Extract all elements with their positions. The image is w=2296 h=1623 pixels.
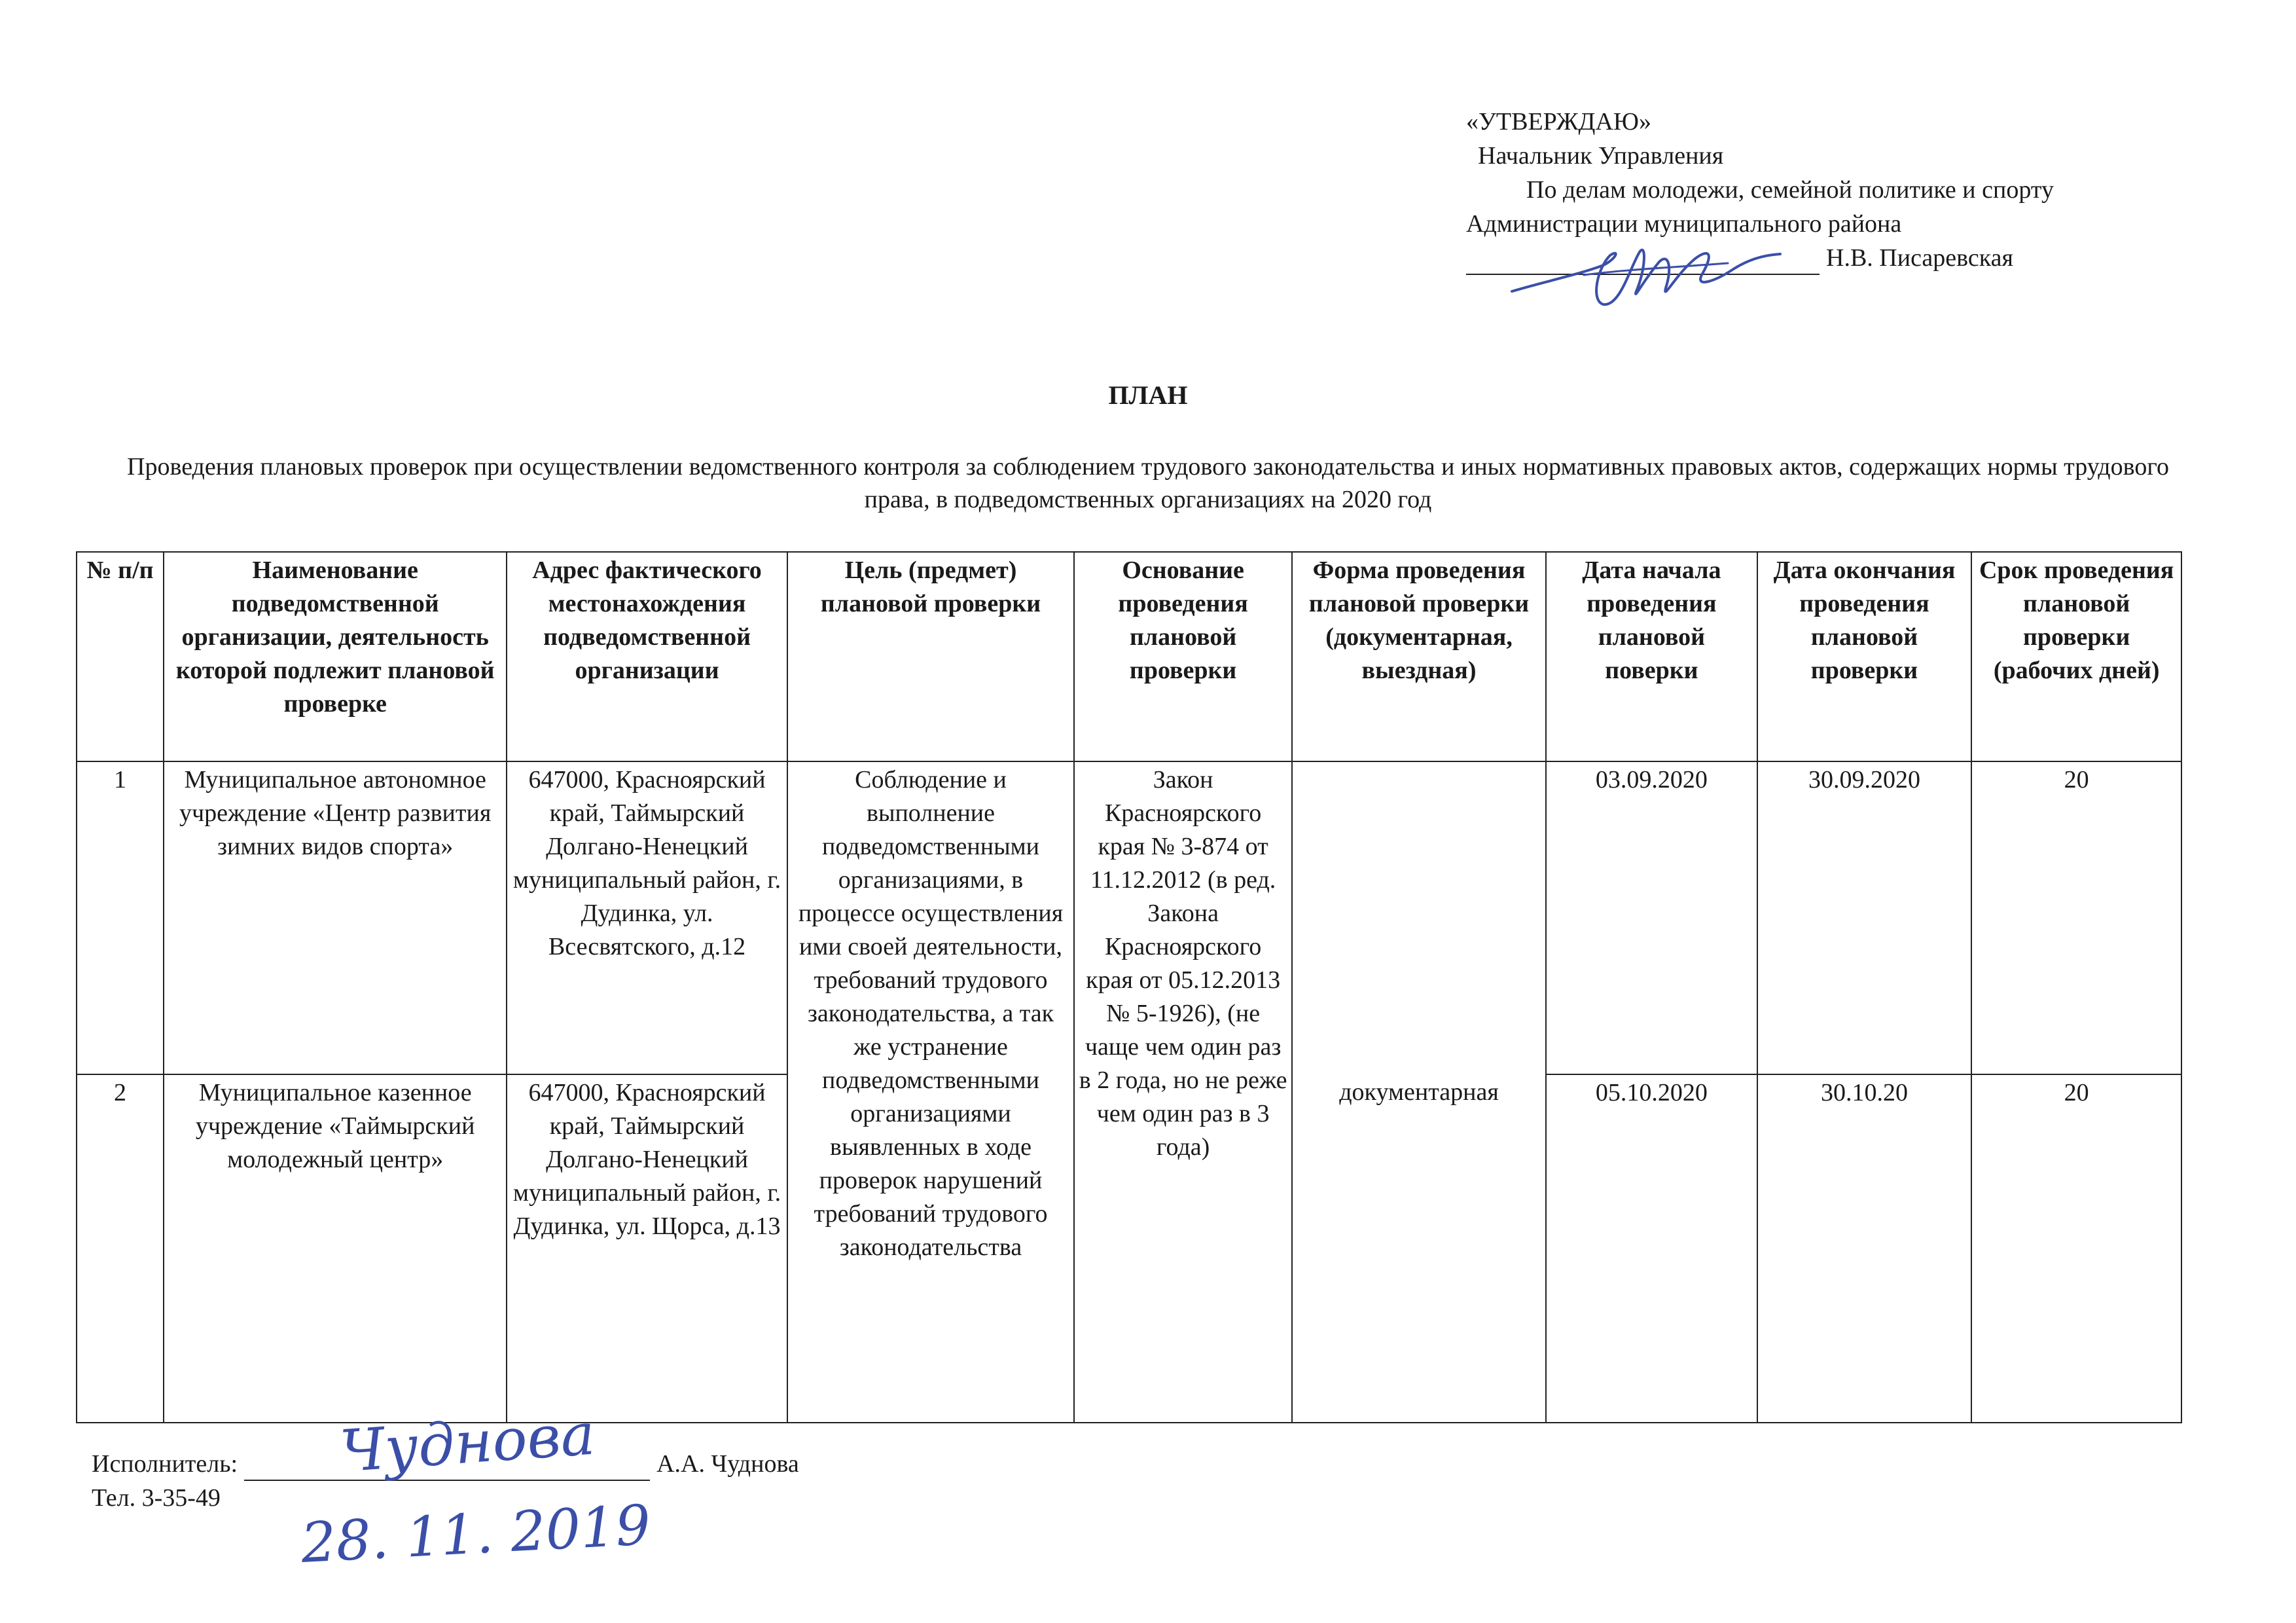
row-number: 1 [77, 761, 164, 1074]
table-row [77, 761, 2181, 1074]
row-end-date: 30.09.2020 [1757, 761, 1972, 1074]
header-duration: Срок проведения плановой проверки (рабочих дней) [1971, 552, 2181, 761]
header-goal: Цель (предмет) плановой проверки [787, 552, 1075, 761]
header-address: Адрес фактического местонахождения подведомственной организации [507, 552, 787, 761]
document-title: ПЛАН [1108, 380, 1188, 410]
header-end-date: Дата окончания проведения плановой проверки [1757, 552, 1972, 761]
row-address: 647000, Красноярский край, Таймырский Долгано-Ненецкий муниципальный район, г. Дудинка, ул. Всесвятского, д.12 [507, 761, 787, 1074]
approval-signer-name: Н.В. Писаревская [1826, 244, 2013, 272]
approval-stamp: «УТВЕРЖДАЮ» [1466, 108, 1651, 136]
document-subtitle: Проведения плановых проверок при осуществлении ведомственного контроля за соблюдением трудового законодательства и иных нормативных правовых актов, содержащих нормы трудового права, в подведомственных организациях на 2020 год [127, 453, 2169, 513]
executor-label: Исполнитель: [92, 1450, 238, 1478]
row-start-date: 03.09.2020 [1546, 761, 1757, 1074]
handwritten-date [295, 1493, 653, 1578]
row-address: 647000, Красноярский край, Таймырский Долгано-Ненецкий муниципальный район, г. Дудинка, ул. Щорса, д.13 [507, 1074, 787, 1423]
row-organization: Муниципальное автономное учреждение «Центр развития зимних видов спорта» [164, 761, 507, 1074]
row-duration: 20 [1971, 761, 2181, 1074]
header-number: № п/п [77, 552, 164, 761]
row-start-date: 05.10.2020 [1546, 1074, 1757, 1423]
inspection-plan-table [76, 551, 2182, 1423]
shared-basis-cell: Закон Красноярского края № 3-874 от 11.12.2012 (в ред. Закона Красноярского края от 05.12.2013 № 5-1926), (не чаще чем один раз в 2 года, но не реже чем один раз в 3 года) [1074, 761, 1292, 1423]
row-organization: Муниципальное казенное учреждение «Таймырский молодежный центр» [164, 1074, 507, 1423]
header-organization: Наименование подведомственной организации, деятельность которой подлежит плановой проверке [164, 552, 507, 761]
approver-signature-icon [1505, 229, 1806, 314]
approval-position-1: Начальник Управления [1478, 142, 1724, 170]
header-start-date: Дата начала проведения плановой поверки [1546, 552, 1757, 761]
executor-handwritten-surname: Чуднова [338, 1400, 598, 1486]
executor-phone: Тел. 3-35-49 [92, 1484, 221, 1512]
shared-form-cell: документарная [1292, 761, 1546, 1423]
executor-handwritten-signature [327, 1400, 628, 1486]
approval-position-2: По делам молодежи, семейной политике и спорту [1526, 176, 2054, 204]
approval-position-3: Администрации муниципального района [1466, 210, 1902, 238]
row-number: 2 [77, 1074, 164, 1423]
handwritten-date-text: 28. 11. 2019 [299, 1493, 653, 1575]
shared-goal-cell: Соблюдение и выполнение подведомственными организациями, в процессе осуществления ими своей деятельности, требований трудового законодательства, а так же устранение подведомственными организациями выявленных в ходе проверок нарушений требований трудового законодательства [787, 761, 1075, 1423]
executor-name: А.А. Чуднова [656, 1450, 799, 1478]
table-header-row [77, 552, 2181, 761]
row-end-date: 30.10.20 [1757, 1074, 1972, 1423]
header-form: Форма проведения плановой проверки (документарная, выездная) [1292, 552, 1546, 761]
row-duration: 20 [1971, 1074, 2181, 1423]
header-basis: Основание проведения плановой проверки [1074, 552, 1292, 761]
